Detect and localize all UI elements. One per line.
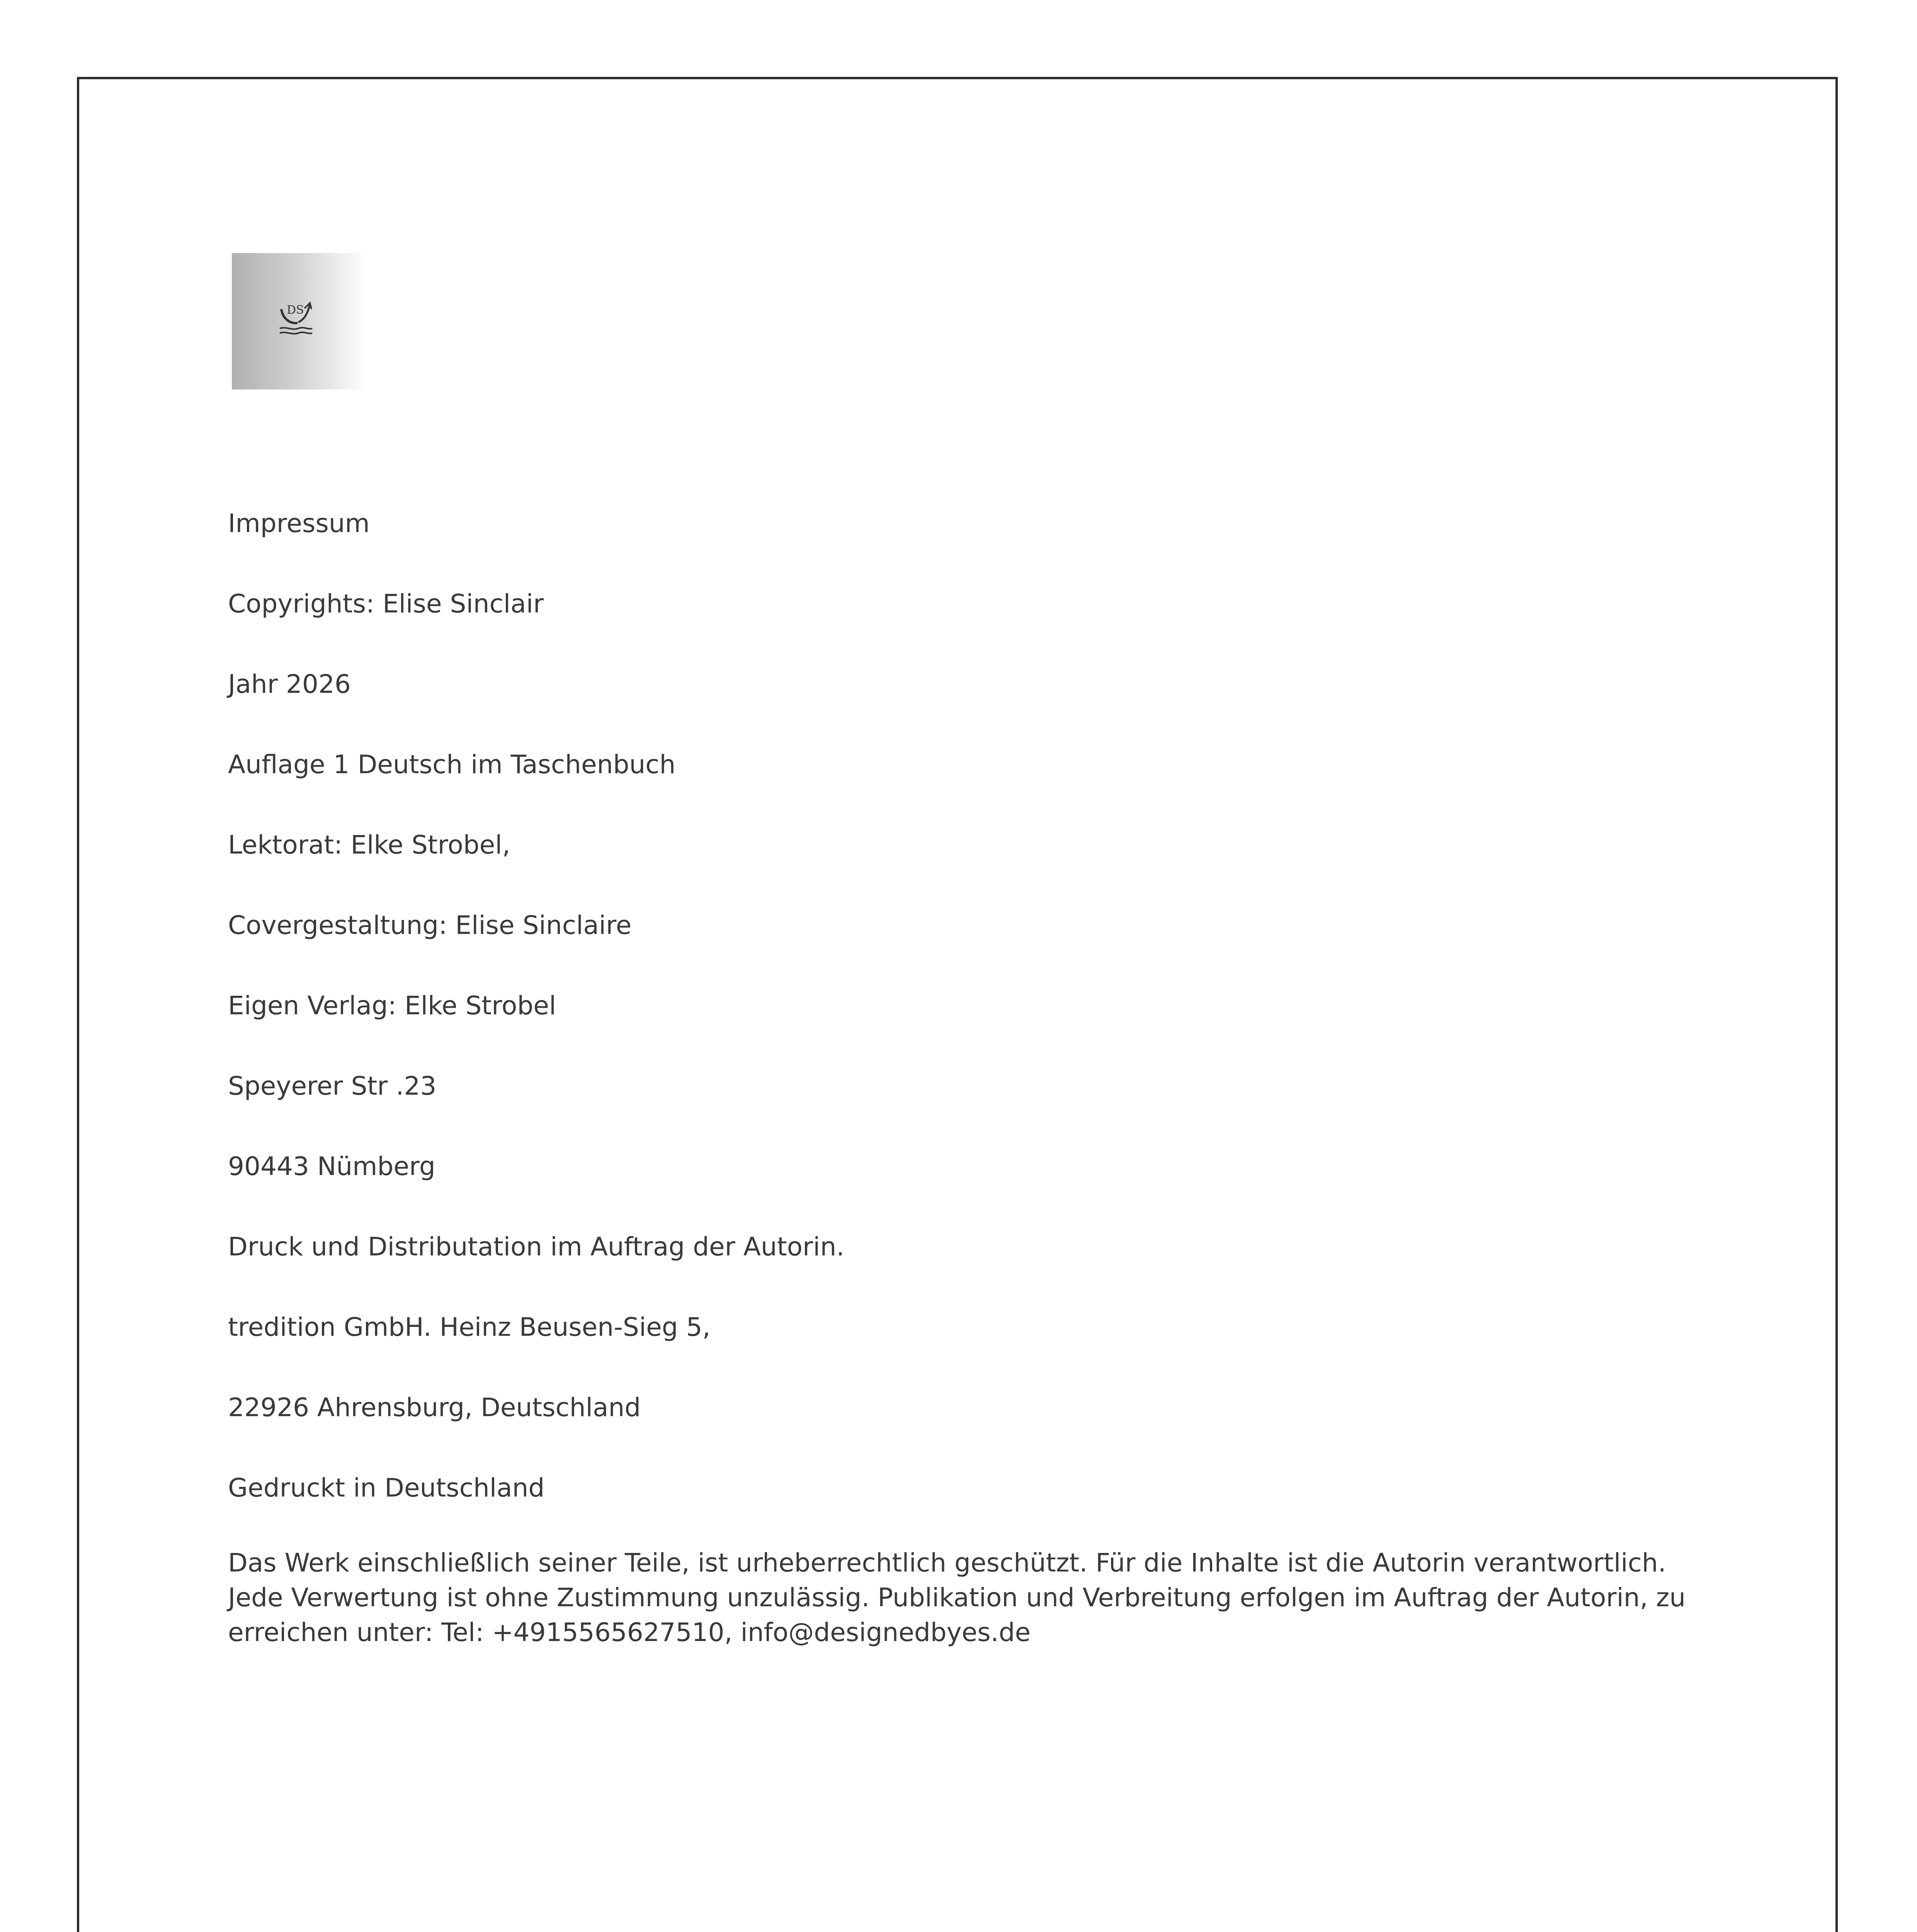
edition-line: Auflage 1 Deutsch im Taschenbuch xyxy=(228,750,676,779)
impressum-heading: Impressum xyxy=(228,509,370,538)
copyright-line: Copyrights: Elise Sinclair xyxy=(228,589,544,619)
impressum-section xyxy=(228,506,1696,1650)
editor-line: Lektorat: Elke Strobel, xyxy=(228,830,510,860)
street-address-line: Speyerer Str .23 xyxy=(228,1071,437,1101)
cover-design-line: Covergestaltung: Elise Sinclaire xyxy=(228,910,632,940)
publisher-line: Eigen Verlag: Elke Strobel xyxy=(228,991,556,1020)
logo-monogram: DS xyxy=(287,303,304,317)
publisher-logo xyxy=(232,253,367,389)
logo-emblem-icon xyxy=(274,298,317,340)
year-line: Jahr 2026 xyxy=(228,669,351,699)
distributor-address-line: tredition GmbH. Heinz Beusen-Sieg 5, xyxy=(228,1312,711,1342)
distributor-city-line: 22926 Ahrensburg, Deutschland xyxy=(228,1393,641,1422)
distribution-line: Druck und Distributation im Auftrag der Autorin. xyxy=(228,1232,845,1262)
city-line: 90443 Nümberg xyxy=(228,1151,435,1181)
printed-in-line: Gedruckt in Deutschland xyxy=(228,1473,545,1503)
copyright-notice: Das Werk einschließlich seiner Teile, ist urheberrechtlich geschützt. Für die Inhalte ist die Autorin verantwortlich. Jede Verwertung ist ohne Zustimmung unzulässig. Publikation und Verbreitung erfolgen im Auftrag der Autorin, zu erreichen unter: Tel: +4915565627510, info@designedbyes.de xyxy=(228,1548,1686,1647)
